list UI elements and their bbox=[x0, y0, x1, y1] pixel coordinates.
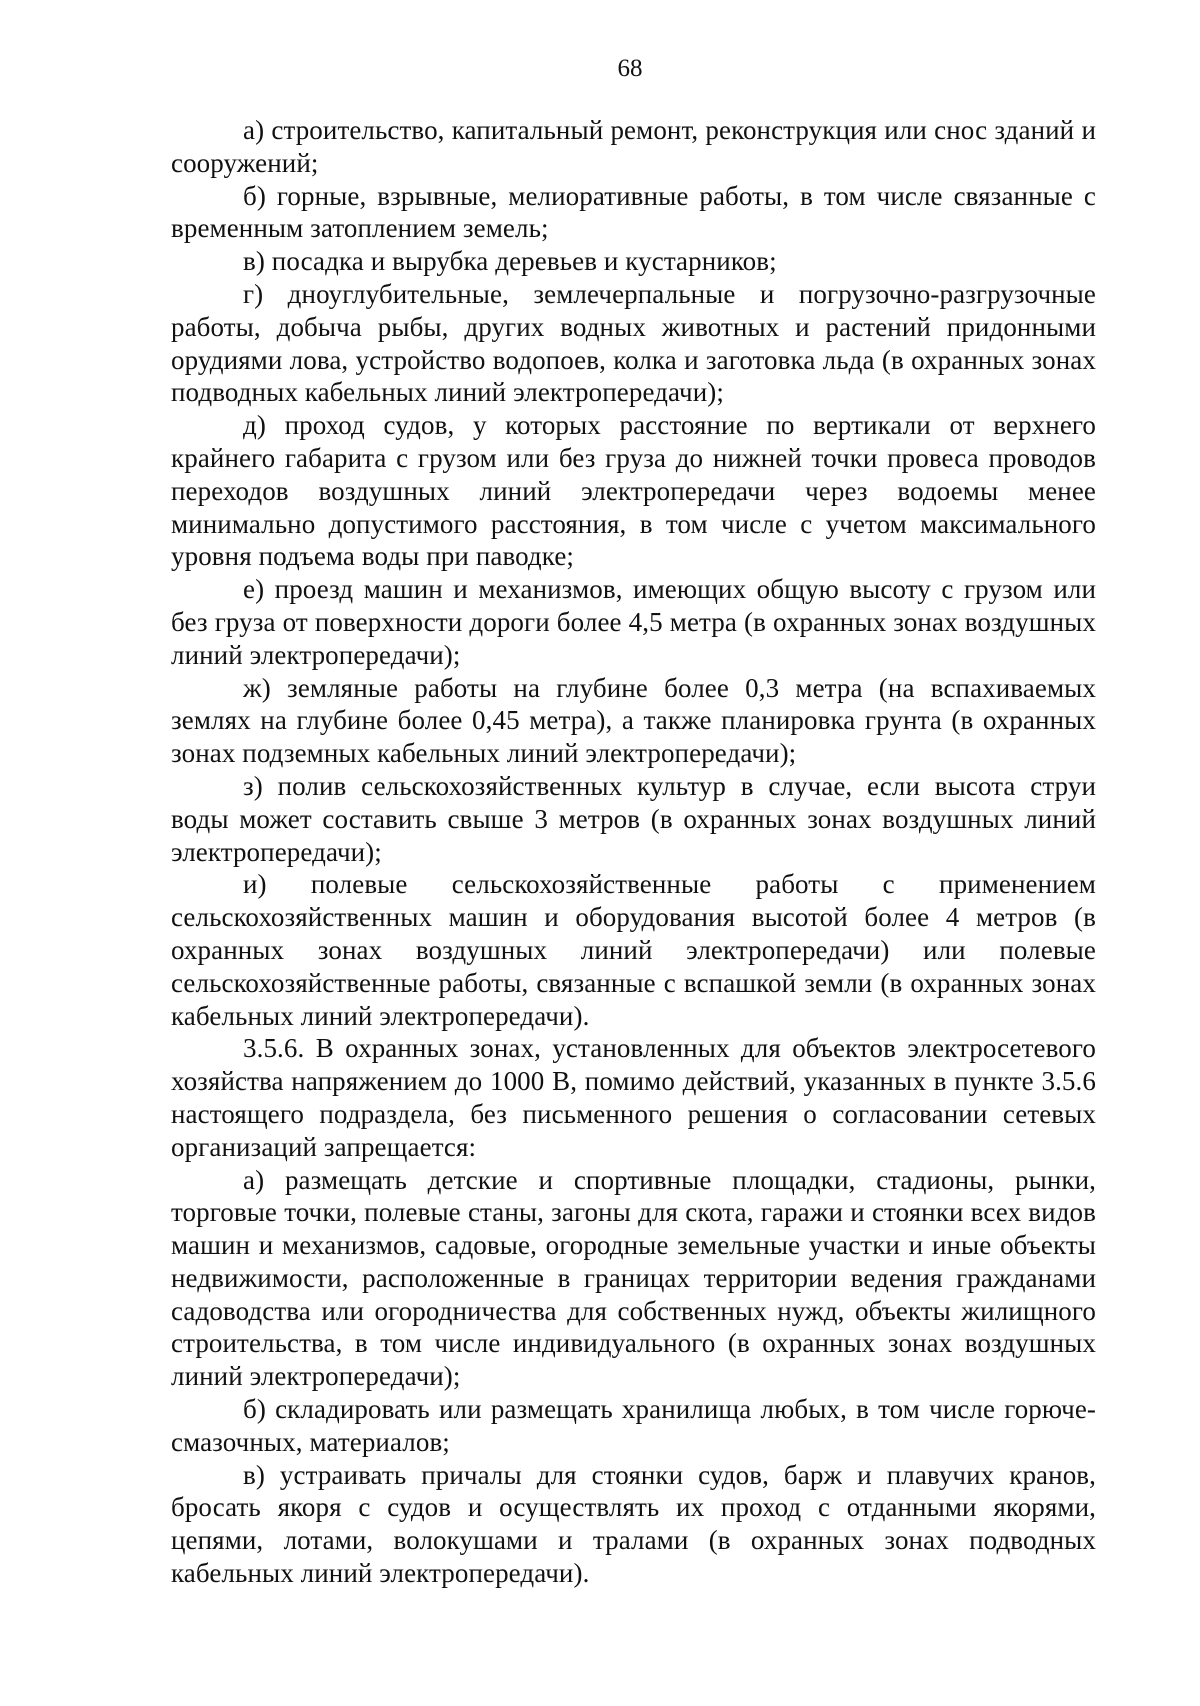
paragraph-3-5-6: 3.5.6. В охранных зонах, установленных для объектов электросетевого хозяйства напряжением до 1000 В, помимо действий, указанных в пункте 3.5.6 настоящего подраздела, без письменного решения о согласовании сетевых организаций запрещается: bbox=[171, 1033, 1096, 1162]
paragraph-z-irrigation: з) полив сельскохозяйственных культур в случае, если высота струи воды может составить свыше 3 метров (в охранных зонах воздушных линий электропередачи); bbox=[171, 770, 1096, 867]
paragraph-b-storage: б) складировать или размещать хранилища любых, в том числе горюче-смазочных, материалов; bbox=[171, 1394, 1096, 1457]
paragraph-v-tree-planting: в) посадка и вырубка деревьев и кустарников; bbox=[243, 246, 777, 277]
paragraph-i-field-works: и) полевые сельскохозяйственные работы с применением сельскохозяйственных машин и оборудования высотой более 4 метров (в охранных зонах воздушных линий электропередачи) или полевые сельскохозяйственные работы, связанные с вспашкой земли (в охранных зонах кабельных линий электропередачи). bbox=[171, 869, 1096, 1031]
paragraph-b-mining-works: б) горные, взрывные, мелиоративные работы, в том числе связанные с временным затоплением земель; bbox=[171, 180, 1096, 244]
paragraph-d-ship-passage: д) проход судов, у которых расстояние по вертикали от верхнего крайнего габарита с грузом или без груза до нижней точки провеса проводов переходов воздушных линий электропередачи через водоемы менее минимально допустимого расстояния, в том числе с учетом максимального уровня подъема воды при паводке; bbox=[171, 410, 1096, 572]
paragraph-e-vehicle-passage: е) проезд машин и механизмов, имеющих общую высоту с грузом или без груза от поверхности дороги более 4,5 метра (в охранных зонах воздушных линий электропередачи); bbox=[171, 574, 1096, 670]
paragraph-a-placement: а) размещать детские и спортивные площадки, стадионы, рынки, торговые точки, полевые станы, загоны для скота, гаражи и стоянки всех видов машин и механизмов, садовые, огородные земельные участки и иные объекты недвижимости, расположенные в границах территории ведения гражданами садоводства или огородничества для собственных нужд, объекты жилищного строительства, в том числе индивидуального (в охранных зонах воздушных линий электропередачи); bbox=[171, 1164, 1096, 1392]
paragraph-a-construction: а) строительство, капитальный ремонт, реконструкция или снос зданий и сооружений; bbox=[171, 115, 1096, 178]
document-body bbox=[171, 114, 1096, 1590]
paragraph-zh-earthworks: ж) земляные работы на глубине более 0,3 метра (на вспахиваемых землях на глубине более 0,45 метра), а также планировка грунта (в охранных зонах подземных кабельных линий электропередачи); bbox=[171, 672, 1096, 769]
paragraph-g-dredging: г) дноуглубительные, землечерпальные и погрузочно-разгрузочные работы, добыча рыбы, других водных животных и растений придонными орудиями лова, устройство водопоев, колка и заготовка льда (в охранных зонах подводных кабельных линий электропередачи); bbox=[171, 278, 1096, 408]
page-number: 68 bbox=[617, 55, 643, 82]
paragraph-v-moorings: в) устраивать причалы для стоянки судов, барж и плавучих кранов, бросать якоря с судов и осуществлять их проход с отданными якорями, цепями, лотами, волокушами и тралами (в охранных зонах подводных кабельных линий электропередачи). bbox=[171, 1459, 1096, 1589]
